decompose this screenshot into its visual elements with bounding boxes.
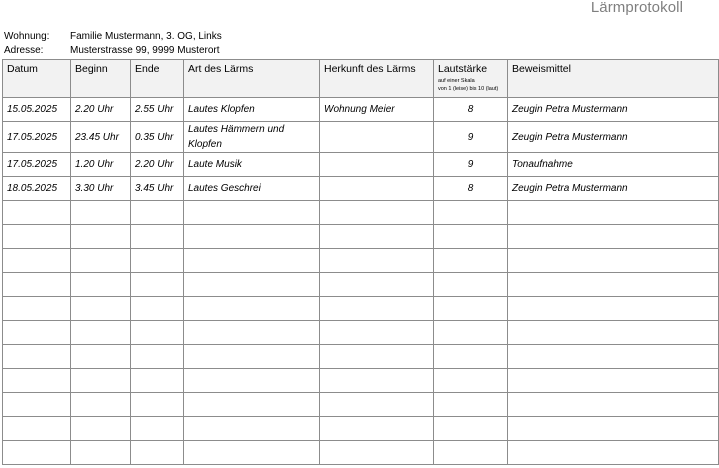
- empty-cell[interactable]: [184, 225, 320, 249]
- empty-cell[interactable]: [71, 321, 131, 345]
- wohnung-label: Wohnung:: [4, 31, 50, 42]
- empty-cell[interactable]: [71, 249, 131, 273]
- empty-cell[interactable]: [320, 441, 434, 465]
- empty-cell[interactable]: [184, 345, 320, 369]
- empty-cell[interactable]: [3, 369, 71, 393]
- empty-cell[interactable]: [131, 417, 184, 441]
- empty-table-row: [3, 441, 719, 465]
- empty-cell[interactable]: [3, 249, 71, 273]
- cell-lautstaerke: 8: [434, 98, 508, 122]
- empty-cell[interactable]: [320, 201, 434, 225]
- noise-log-table: [2, 59, 719, 465]
- empty-table-row: [3, 273, 719, 297]
- empty-table-row: [3, 321, 719, 345]
- cell-datum: 17.05.2025: [3, 153, 71, 177]
- empty-cell[interactable]: [508, 273, 719, 297]
- cell-ende: 2.55 Uhr: [131, 98, 184, 122]
- empty-cell[interactable]: [434, 201, 508, 225]
- empty-cell[interactable]: [434, 441, 508, 465]
- empty-cell[interactable]: [434, 393, 508, 417]
- empty-cell[interactable]: [184, 201, 320, 225]
- empty-cell[interactable]: [71, 297, 131, 321]
- header-lautstaerke-scale: [438, 77, 503, 93]
- table-row: [3, 122, 719, 153]
- adresse-value: Musterstrasse 99, 9999 Musterort: [70, 45, 220, 56]
- header-beweismittel: Beweismittel: [508, 60, 719, 98]
- empty-cell[interactable]: [320, 417, 434, 441]
- empty-cell[interactable]: [508, 249, 719, 273]
- empty-cell[interactable]: [320, 369, 434, 393]
- empty-table-row: [3, 225, 719, 249]
- empty-cell[interactable]: [320, 321, 434, 345]
- empty-cell[interactable]: [184, 369, 320, 393]
- scale-line-2: von 1 (leise) bis 10 (laut): [438, 86, 499, 92]
- empty-cell[interactable]: [434, 273, 508, 297]
- empty-cell[interactable]: [320, 273, 434, 297]
- table-row: [3, 98, 719, 122]
- cell-datum: 18.05.2025: [3, 177, 71, 201]
- empty-cell[interactable]: [3, 345, 71, 369]
- empty-cell[interactable]: [508, 225, 719, 249]
- empty-cell[interactable]: [508, 297, 719, 321]
- page-title: Lärmprotokoll: [590, 0, 683, 16]
- empty-cell[interactable]: [320, 297, 434, 321]
- header-datum: Datum: [3, 60, 71, 98]
- cell-datum: 15.05.2025: [3, 98, 71, 122]
- empty-cell[interactable]: [320, 393, 434, 417]
- scale-line-1: auf einer Skala: [438, 78, 475, 84]
- empty-cell[interactable]: [434, 297, 508, 321]
- cell-herkunft: [320, 153, 434, 177]
- cell-art: Lautes Hämmern und Klopfen: [184, 122, 320, 153]
- empty-cell[interactable]: [131, 297, 184, 321]
- empty-table-row: [3, 369, 719, 393]
- empty-cell[interactable]: [184, 249, 320, 273]
- empty-cell[interactable]: [508, 201, 719, 225]
- empty-cell[interactable]: [508, 321, 719, 345]
- empty-cell[interactable]: [131, 201, 184, 225]
- empty-cell[interactable]: [184, 441, 320, 465]
- empty-table-row: [3, 417, 719, 441]
- empty-cell[interactable]: [131, 321, 184, 345]
- empty-cell[interactable]: [71, 225, 131, 249]
- cell-beginn: 1.20 Uhr: [71, 153, 131, 177]
- empty-cell[interactable]: [131, 345, 184, 369]
- empty-cell[interactable]: [131, 369, 184, 393]
- header-ende: Ende: [131, 60, 184, 98]
- empty-cell[interactable]: [131, 249, 184, 273]
- header-lautstaerke-label: Lautstärke: [438, 63, 488, 75]
- empty-cell[interactable]: [3, 417, 71, 441]
- header-lautstaerke: [434, 60, 508, 98]
- cell-lautstaerke: 9: [434, 153, 508, 177]
- table-header-row: [3, 60, 719, 98]
- empty-cell[interactable]: [71, 393, 131, 417]
- empty-cell[interactable]: [508, 369, 719, 393]
- empty-cell[interactable]: [71, 441, 131, 465]
- cell-art: Lautes Klopfen: [184, 98, 320, 122]
- empty-cell[interactable]: [131, 225, 184, 249]
- header-art: Art des Lärms: [184, 60, 320, 98]
- cell-beweismittel: Tonaufnahme: [508, 153, 719, 177]
- empty-cell[interactable]: [434, 249, 508, 273]
- empty-cell[interactable]: [184, 273, 320, 297]
- empty-cell[interactable]: [3, 393, 71, 417]
- empty-cell[interactable]: [508, 441, 719, 465]
- cell-datum: 17.05.2025: [3, 122, 71, 153]
- empty-cell[interactable]: [3, 321, 71, 345]
- empty-cell[interactable]: [508, 417, 719, 441]
- cell-herkunft: Wohnung Meier: [320, 98, 434, 122]
- cell-lautstaerke: 8: [434, 177, 508, 201]
- empty-cell[interactable]: [184, 297, 320, 321]
- empty-table-row: [3, 297, 719, 321]
- adresse-label: Adresse:: [4, 45, 44, 56]
- cell-beweismittel: Zeugin Petra Mustermann: [508, 177, 719, 201]
- empty-cell[interactable]: [3, 273, 71, 297]
- cell-lautstaerke: 9: [434, 122, 508, 153]
- cell-ende: 2.20 Uhr: [131, 153, 184, 177]
- empty-cell[interactable]: [131, 393, 184, 417]
- cell-art: Lautes Geschrei: [184, 177, 320, 201]
- empty-cell[interactable]: [3, 441, 71, 465]
- empty-cell[interactable]: [3, 201, 71, 225]
- cell-beginn: 3.30 Uhr: [71, 177, 131, 201]
- empty-cell[interactable]: [184, 393, 320, 417]
- empty-cell[interactable]: [508, 345, 719, 369]
- empty-cell[interactable]: [71, 417, 131, 441]
- empty-cell[interactable]: [71, 273, 131, 297]
- empty-cell[interactable]: [184, 417, 320, 441]
- table-row: [3, 153, 719, 177]
- empty-cell[interactable]: [434, 417, 508, 441]
- empty-cell[interactable]: [434, 225, 508, 249]
- empty-cell[interactable]: [508, 393, 719, 417]
- empty-cell[interactable]: [184, 321, 320, 345]
- empty-table-row: [3, 393, 719, 417]
- empty-cell[interactable]: [71, 369, 131, 393]
- empty-cell[interactable]: [320, 249, 434, 273]
- empty-cell[interactable]: [320, 225, 434, 249]
- cell-ende: 3.45 Uhr: [131, 177, 184, 201]
- empty-cell[interactable]: [3, 225, 71, 249]
- empty-table-row: [3, 201, 719, 225]
- cell-beweismittel: Zeugin Petra Mustermann: [508, 98, 719, 122]
- header-beginn: Beginn: [71, 60, 131, 98]
- cell-beginn: 23.45 Uhr: [71, 122, 131, 153]
- empty-cell[interactable]: [320, 345, 434, 369]
- empty-cell[interactable]: [131, 273, 184, 297]
- empty-cell[interactable]: [71, 201, 131, 225]
- empty-table-row: [3, 345, 719, 369]
- cell-art: Laute Musik: [184, 153, 320, 177]
- cell-ende: 0.35 Uhr: [131, 122, 184, 153]
- cell-beginn: 2.20 Uhr: [71, 98, 131, 122]
- empty-cell[interactable]: [71, 345, 131, 369]
- empty-cell[interactable]: [434, 369, 508, 393]
- wohnung-value: Familie Mustermann, 3. OG, Links: [70, 31, 222, 42]
- cell-herkunft: [320, 122, 434, 153]
- empty-cell[interactable]: [434, 345, 508, 369]
- empty-cell[interactable]: [131, 441, 184, 465]
- table-row: [3, 177, 719, 201]
- empty-cell[interactable]: [434, 321, 508, 345]
- empty-cell[interactable]: [3, 297, 71, 321]
- cell-beweismittel: Zeugin Petra Mustermann: [508, 122, 719, 153]
- cell-herkunft: [320, 177, 434, 201]
- empty-table-row: [3, 249, 719, 273]
- header-herkunft: Herkunft des Lärms: [320, 60, 434, 98]
